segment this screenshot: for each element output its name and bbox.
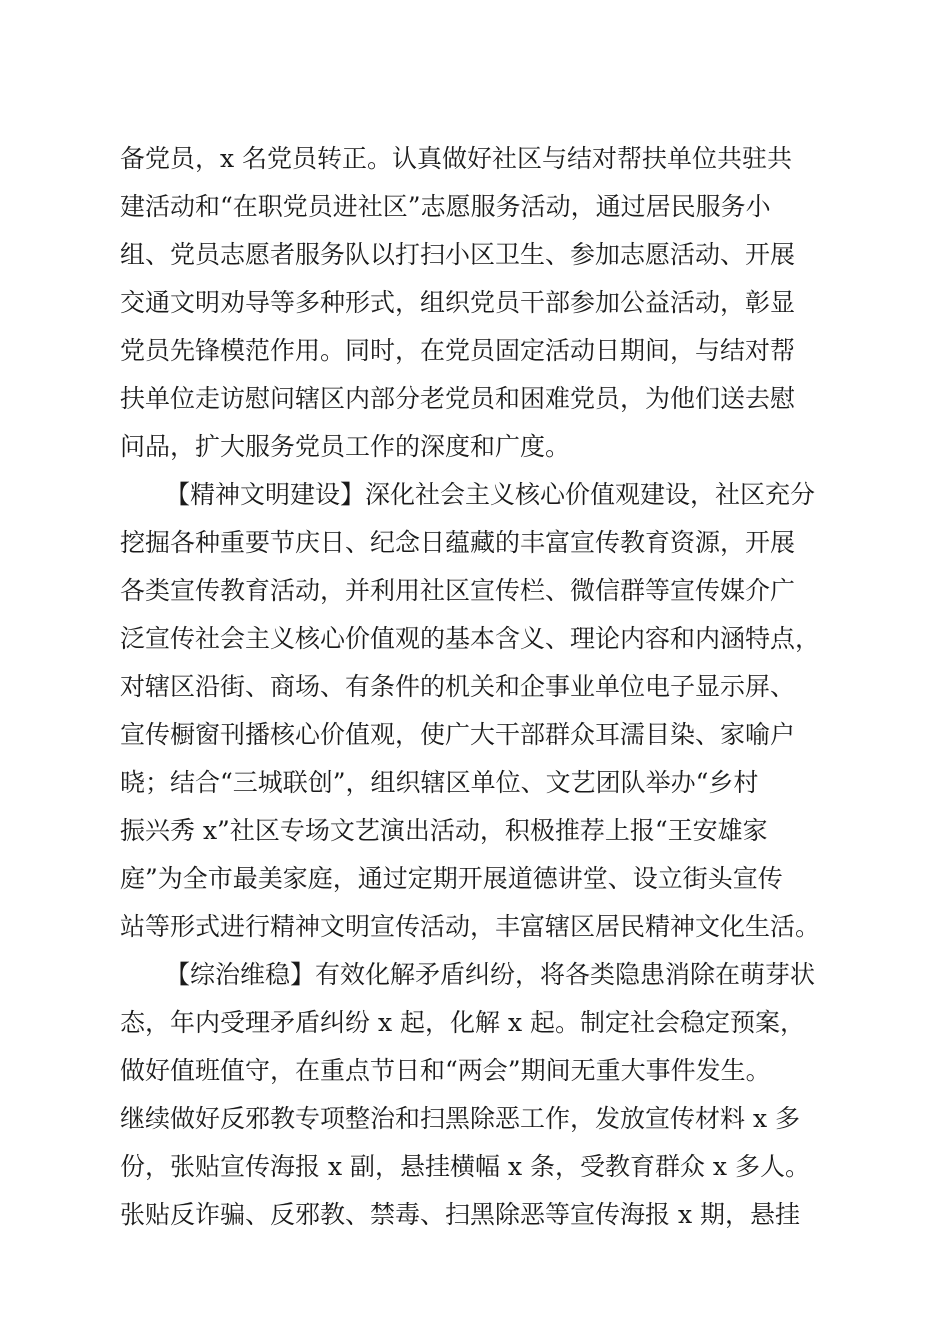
text-line: 各类宣传教育活动，并利用社区宣传栏、微信群等宣传媒介广 — [120, 576, 796, 605]
text-line: 建活动和“在职党员进社区”志愿服务活动，通过居民服务小 — [120, 192, 771, 221]
text-line: 晓；结合“三城联创”，组织辖区单位、文艺团队举办“乡村 — [120, 768, 759, 797]
text-line: 宣传橱窗刊播核心价值观，使广大干部群众耳濡目染、家喻户 — [120, 720, 796, 749]
text-line: 做好值班值守，在重点节日和“两会”期间无重大事件发生。 — [120, 1056, 771, 1085]
text-line: 备党员，x 名党员转正。认真做好社区与结对帮扶单位共驻共 — [120, 144, 793, 173]
text-line: 振兴秀 x”社区专场文艺演出活动，积极推荐上报“王安雄家 — [120, 816, 768, 845]
text-line: 对辖区沿街、商场、有条件的机关和企事业单位电子显示屏、 — [120, 672, 796, 701]
text-line: 扶单位走访慰问辖区内部分老党员和困难党员，为他们送去慰 — [120, 384, 796, 413]
text-line: 交通文明劝导等多种形式，组织党员干部参加公益活动，彰显 — [120, 288, 796, 317]
text-line: 问品，扩大服务党员工作的深度和广度。 — [120, 432, 571, 461]
text-line: 张贴反诈骗、反邪教、禁毒、扫黑除恶等宣传海报 x 期，悬挂 — [120, 1200, 800, 1229]
text-line: 继续做好反邪教专项整治和扫黑除恶工作，发放宣传材料 x 多 — [120, 1104, 800, 1133]
paragraph-first-line: 【综治维稳】有效化解矛盾纠纷，将各类隐患消除在萌芽状 — [165, 960, 816, 989]
text-line: 庭”为全市最美家庭，通过定期开展道德讲堂、设立街头宣传 — [120, 864, 783, 893]
text-line: 泛宣传社会主义核心价值观的基本含义、理论内容和内涵特点， — [120, 624, 821, 653]
text-line: 态，年内受理矛盾纠纷 x 起，化解 x 起。制定社会稳定预案， — [120, 1008, 805, 1037]
text-line: 站等形式进行精神文明宣传活动，丰富辖区居民精神文化生活。 — [120, 912, 821, 941]
text-line: 挖掘各种重要节庆日、纪念日蕴藏的丰富宣传教育资源，开展 — [120, 528, 796, 557]
paragraph-first-line: 【精神文明建设】深化社会主义核心价值观建设，社区充分 — [165, 480, 816, 509]
text-line: 党员先锋模范作用。同时，在党员固定活动日期间，与结对帮 — [120, 336, 796, 365]
text-line: 组、党员志愿者服务队以打扫小区卫生、参加志愿活动、开展 — [120, 240, 796, 269]
text-line: 份，张贴宣传海报 x 副，悬挂横幅 x 条，受教育群众 x 多人。 — [120, 1152, 810, 1181]
